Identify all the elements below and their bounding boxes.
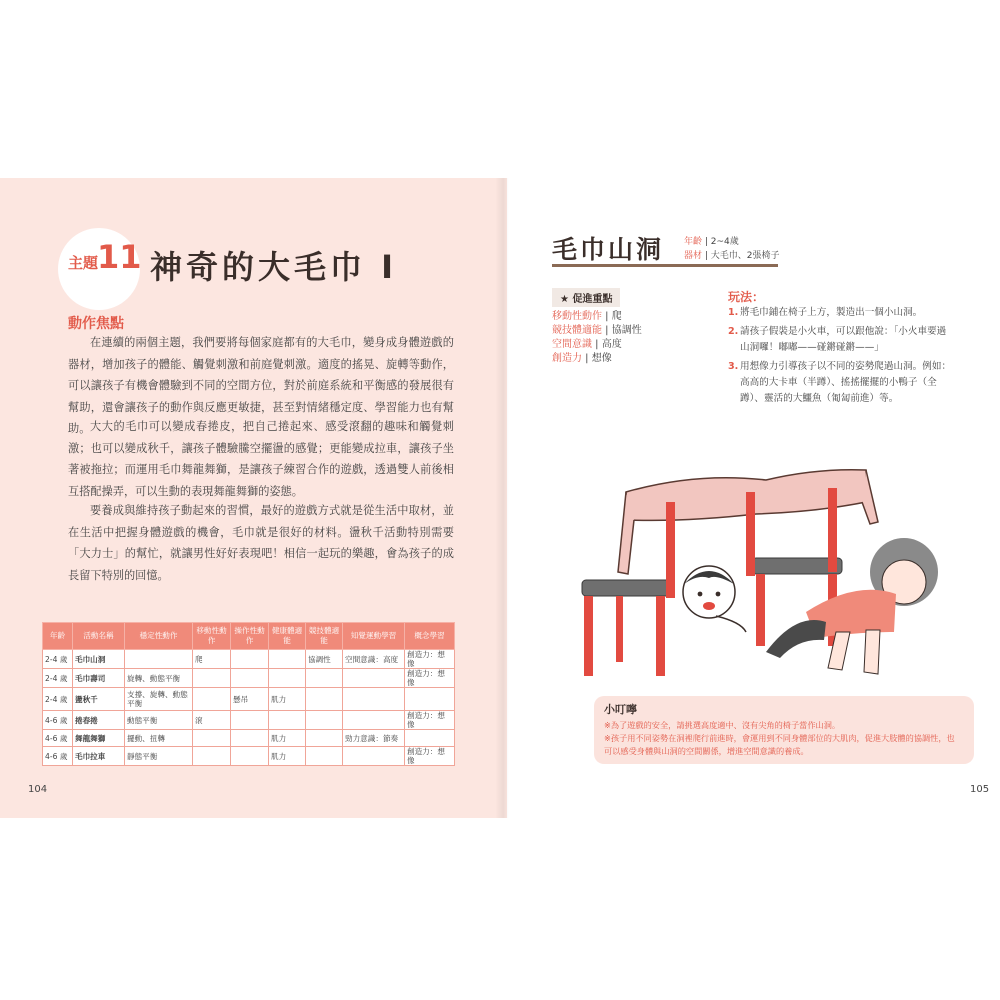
table-header: 年齡 (43, 623, 73, 650)
table-cell: 毛巾山洞 (73, 650, 125, 669)
table-cell (306, 747, 343, 766)
table-header: 競技體適能 (306, 623, 343, 650)
promo-value: 高度 (601, 339, 622, 350)
age-label: 年齡 (684, 237, 703, 247)
step-3 (728, 359, 958, 407)
table-cell: 創造力：想像 (405, 669, 455, 688)
table-cell: 動態平衡 (125, 711, 193, 730)
table-cell (231, 747, 269, 766)
table-header: 操作性動作 (231, 623, 269, 650)
promo-item: 競技體適能 | 協調性 (552, 325, 642, 336)
table-row (43, 747, 455, 766)
promo-key: 競技體適能 (552, 325, 602, 336)
table-cell (343, 669, 405, 688)
step-number: 3. (728, 361, 739, 372)
promo-item: 空間意識 | 高度 (552, 339, 622, 350)
table-cell: 肌力 (269, 688, 306, 711)
table-row (43, 730, 455, 747)
table-cell (231, 711, 269, 730)
paragraph-2: 大大的毛巾可以變成春捲皮，把自己捲起來、感受滾翻的趣味和觸覺刺激；也可以變成秋千，讓孩子體驗騰空擺盪的感覺；更能變成拉車，讓孩子坐著被拖拉；而運用毛巾舞龍舞獅，是讓孩子練習合作的遊戲，透過雙人前後相互搭配操弄，可以生動的表現舞龍舞獅的姿態。 (68, 420, 454, 498)
table-cell: 2-4 歲 (43, 688, 73, 711)
table-cell (193, 747, 231, 766)
tip-item: ※為了遊戲的安全，請挑選高度適中、沒有尖角的椅子當作山洞。 (604, 720, 841, 730)
step-text: 用想像力引導孩子以不同的姿勢爬過山洞。例如：高高的大卡車（半蹲）、搖搖擺擺的小鴨子（全蹲）、靈活的大鱷魚（匍匐前進）等。 (740, 361, 952, 404)
promo-value: 爬 (611, 311, 622, 322)
promo-key: 創造力 (552, 353, 582, 364)
activity-table (42, 622, 455, 766)
towel-tunnel-illustration (566, 462, 970, 682)
table-cell: 擺動、扭轉 (125, 730, 193, 747)
table-cell: 4-6 歲 (43, 711, 73, 730)
table-cell (306, 730, 343, 747)
tip-heading: 小叮嚀 (604, 703, 637, 716)
table-cell: 協調性 (306, 650, 343, 669)
table-header: 概念學習 (405, 623, 455, 650)
table-cell (269, 669, 306, 688)
age-value: 2~4歲 (710, 237, 739, 247)
promo-value: 想像 (591, 353, 612, 364)
table-cell: 創造力：想像 (405, 711, 455, 730)
table-cell: 靜態平衡 (125, 747, 193, 766)
promo-tag: ★ 促進重點 (552, 288, 620, 307)
table-row (43, 711, 455, 730)
age-line: 年齡 | 2~4歲 (684, 237, 739, 247)
table-cell: 毛巾拉車 (73, 747, 125, 766)
table-cell: 爬 (193, 650, 231, 669)
step-number: 1. (728, 307, 739, 318)
activity-title: 毛巾山洞 (552, 235, 665, 264)
table-header: 移動性動作 (193, 623, 231, 650)
table-cell (343, 747, 405, 766)
theme-label: 主題 (68, 254, 99, 272)
table-cell (193, 688, 231, 711)
step-1 (728, 305, 958, 321)
table-cell: 滾 (193, 711, 231, 730)
material-label: 器材 (684, 251, 703, 261)
tip-item: ※孩子用不同姿勢在洞裡爬行前進時，會運用到不同身體部位的大肌肉，促進大肢體的協調性，也可以感受身體與山洞的空間關係，增進空間意識的養成。 (604, 733, 955, 756)
table-cell: 肌力 (269, 730, 306, 747)
page-number-right: 105 (970, 784, 990, 795)
material-line: 器材 | 大毛巾、2張椅子 (684, 251, 780, 261)
table-cell: 4-6 歲 (43, 730, 73, 747)
theme-number: 11 (97, 238, 142, 276)
promo-key: 空間意識 (552, 339, 592, 350)
table-header: 健康體適能 (269, 623, 306, 650)
table-row (43, 650, 455, 669)
table-header: 知覺運動學習 (343, 623, 405, 650)
table-cell: 舞龍舞獅 (73, 730, 125, 747)
step-text: 請孩子假裝是小火車，可以跟他說：「小火車要過山洞囉！嘟嘟——碰鏘碰鏘——」 (740, 326, 947, 353)
table-cell: 2-4 歲 (43, 669, 73, 688)
section-heading: 動作焦點 (68, 316, 124, 332)
table-cell (306, 688, 343, 711)
table-header: 穩定性動作 (125, 623, 193, 650)
table-cell: 2-4 歲 (43, 650, 73, 669)
promo-value: 協調性 (611, 325, 642, 336)
page-title: 神奇的大毛巾 I (150, 248, 398, 286)
table-cell: 勁力意識：節奏 (343, 730, 405, 747)
table-header: 活動名稱 (73, 623, 125, 650)
table-cell (231, 669, 269, 688)
promo-key: 移動性動作 (552, 311, 602, 322)
table-cell (125, 650, 193, 669)
table-row (43, 688, 455, 711)
table-cell: 盪秋千 (73, 688, 125, 711)
table-cell (193, 669, 231, 688)
table-cell: 支撐、旋轉、動態平衡 (125, 688, 193, 711)
paragraph-1: 在連續的兩個主題，我們要將每個家庭都有的大毛巾，變身成身體遊戲的器材，增加孩子的體能、觸覺刺激和前庭覺刺激。適度的搖晃、旋轉等動作，可以讓孩子有機會體驗到不同的空間方位，對於前庭系統和平衡感的發展很有幫助，還會讓孩子的動作與反應更敏捷，甚至對情緒穩定度、學習能力也有幫助。 (68, 336, 454, 435)
table-cell (306, 711, 343, 730)
promo-item: 移動性動作 | 爬 (552, 311, 622, 322)
title-underline (552, 264, 778, 267)
table-cell: 捲春捲 (73, 711, 125, 730)
table-header-row (43, 623, 455, 650)
paragraph-3: 要養成與維持孩子動起來的習慣，最好的遊戲方式就是從生活中取材，並在生活中把握身體遊戲的機會，毛巾就是很好的材料。盪秋千活動特別需要「大力士」的幫忙，就讓男性好好表現吧！相信一起玩的樂趣，會為孩子的成長留下特別的回憶。 (68, 504, 454, 582)
book-gutter (495, 178, 509, 818)
table-cell: 肌力 (269, 747, 306, 766)
table-cell (405, 730, 455, 747)
table-cell (269, 650, 306, 669)
table-cell (231, 650, 269, 669)
table-cell (343, 688, 405, 711)
page-number-left: 104 (28, 784, 48, 795)
table-cell (269, 711, 306, 730)
promo-item: 創造力 | 想像 (552, 353, 612, 364)
book-spread (0, 178, 1000, 818)
table-cell (193, 730, 231, 747)
table-cell: 旋轉、動態平衡 (125, 669, 193, 688)
table-cell: 創造力：想像 (405, 650, 455, 669)
step-number: 2. (728, 326, 739, 337)
step-2 (728, 324, 958, 356)
step-text: 將毛巾鋪在椅子上方，製造出一個小山洞。 (740, 307, 923, 318)
table-cell: 懸吊 (231, 688, 269, 711)
table-cell (343, 711, 405, 730)
table-cell: 4-6 歲 (43, 747, 73, 766)
table-cell: 空間意識：高度 (343, 650, 405, 669)
table-cell: 創造力：想像 (405, 747, 455, 766)
table-row (43, 669, 455, 688)
table-cell (405, 688, 455, 711)
play-heading: 玩法： (728, 290, 765, 304)
table-cell (231, 730, 269, 747)
table-cell (306, 669, 343, 688)
material-value: 大毛巾、2張椅子 (710, 251, 780, 261)
table-cell: 毛巾壽司 (73, 669, 125, 688)
